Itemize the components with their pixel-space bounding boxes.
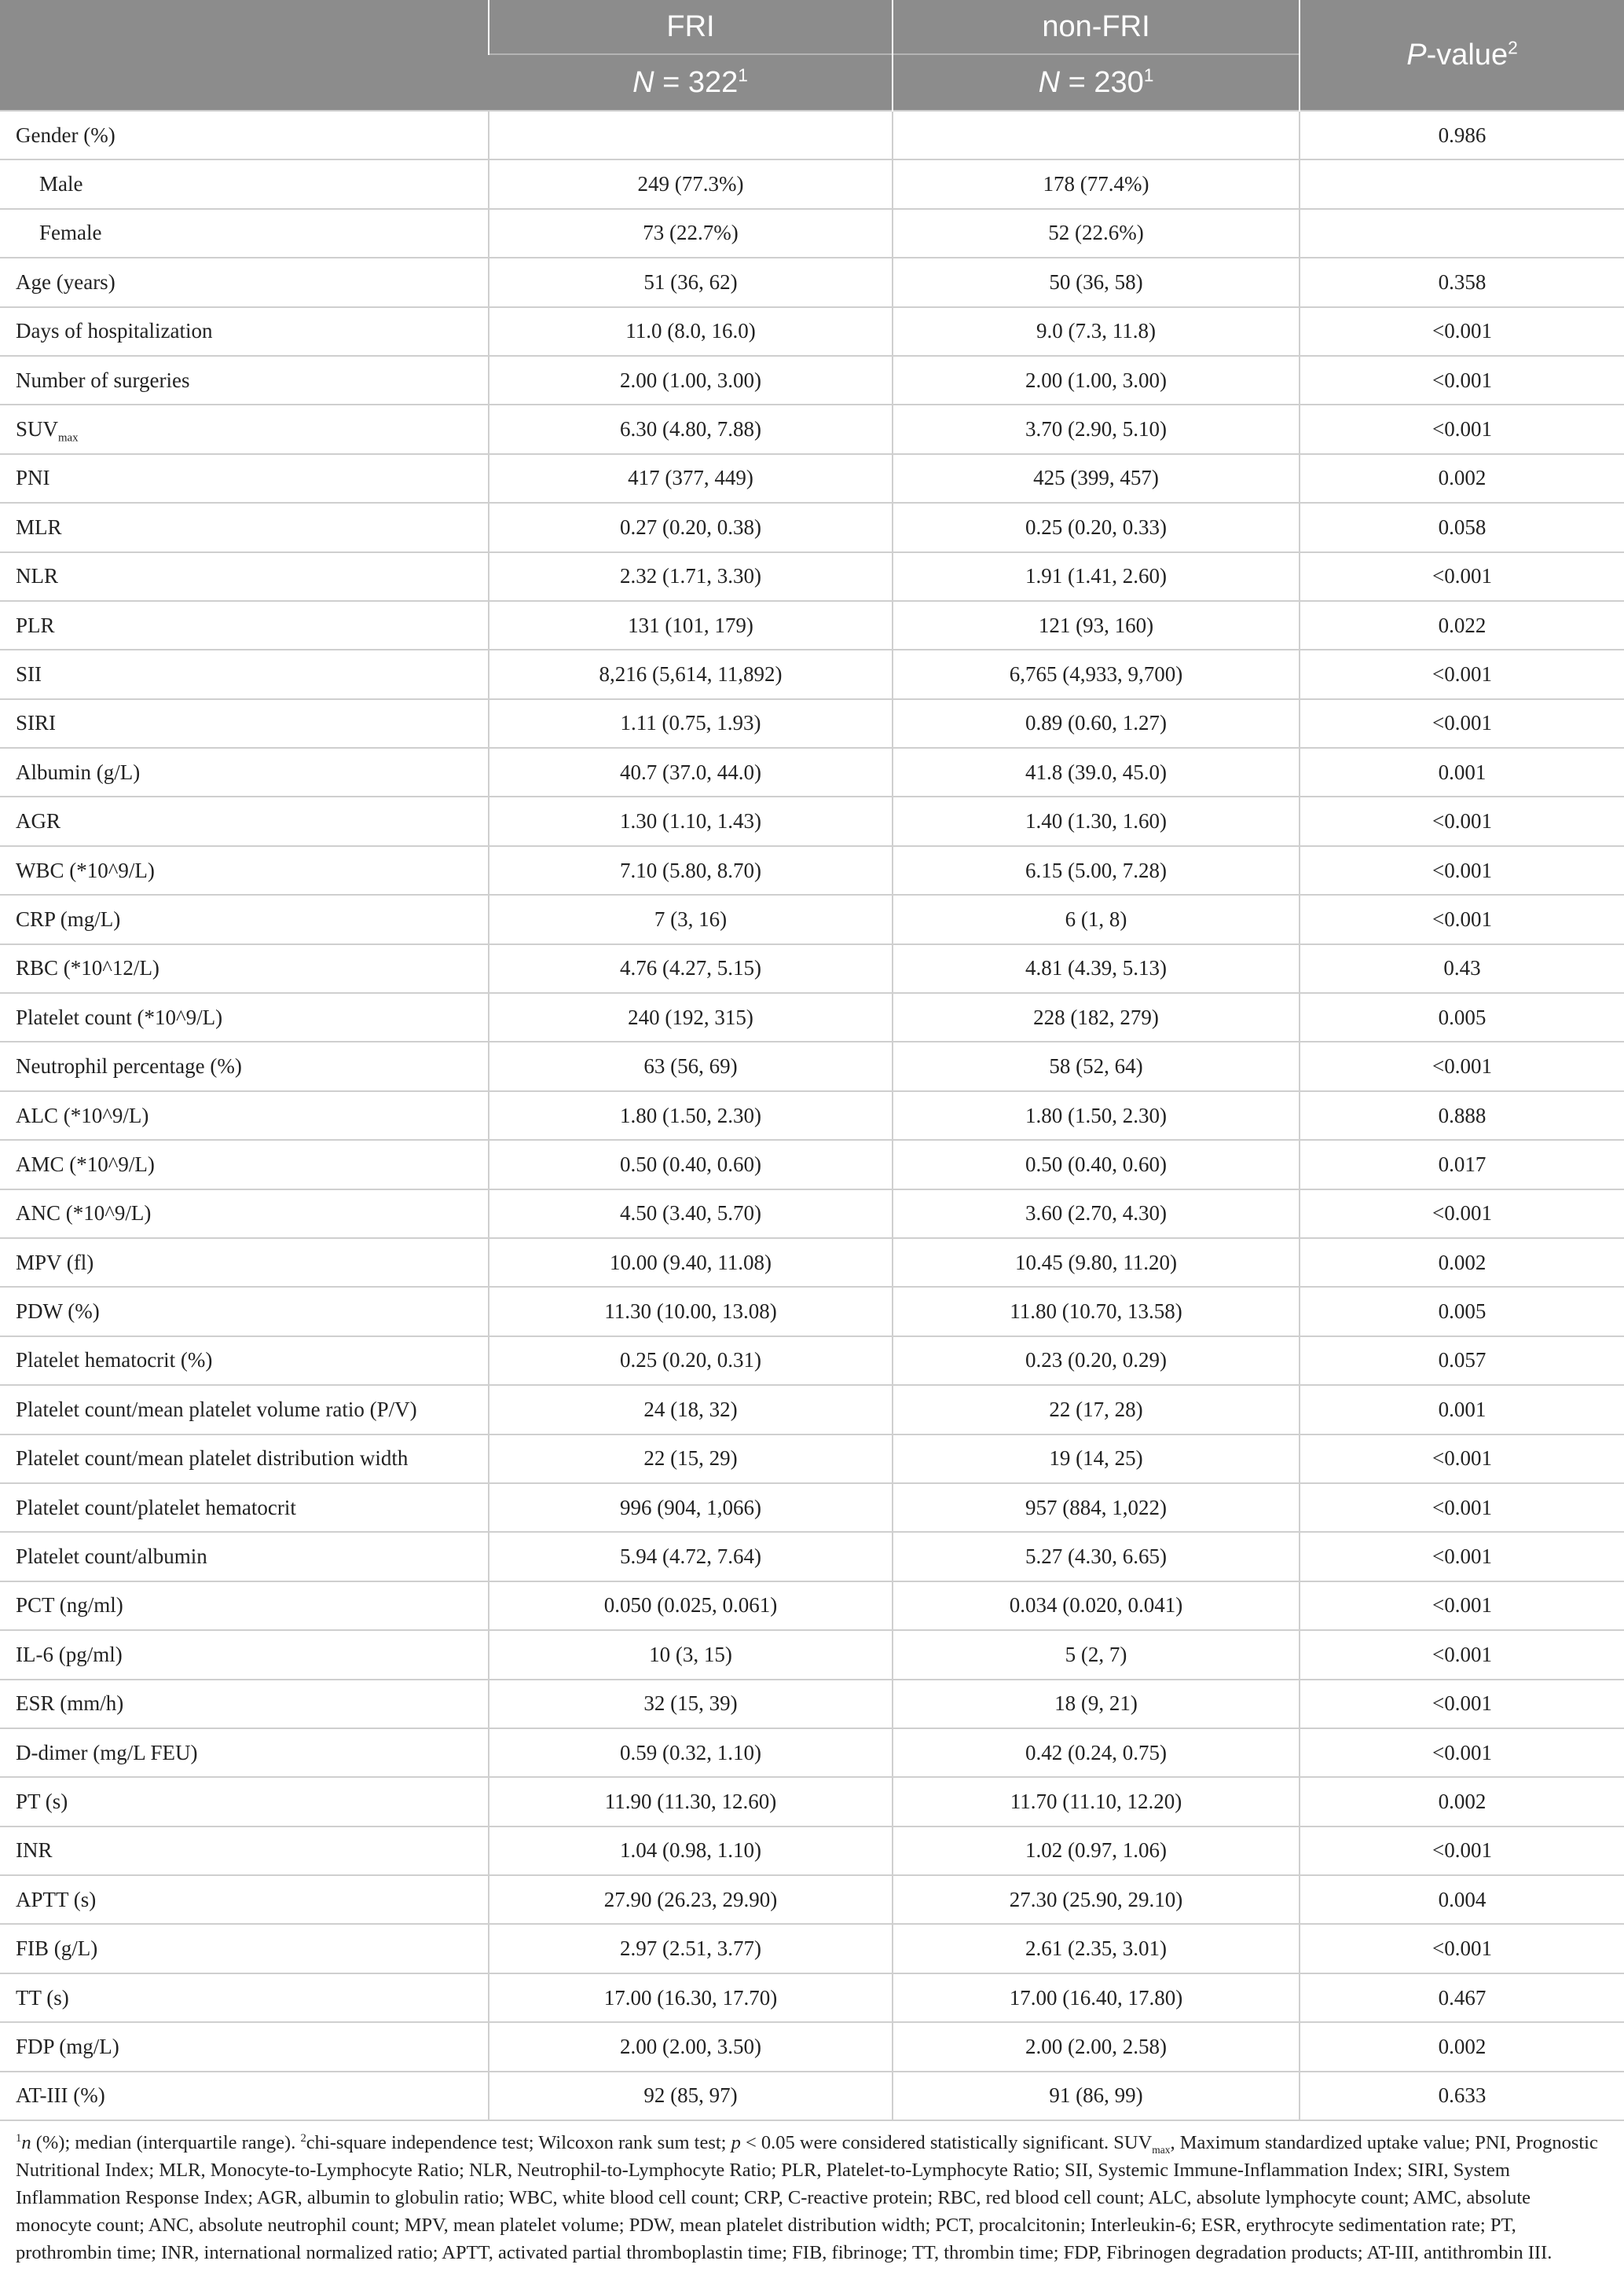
row-label-text: ALC (*10^9/L) [16,1103,149,1127]
cell-nonfri: 3.70 (2.90, 5.10) [893,405,1300,453]
cell-nonfri: 52 (22.6%) [893,209,1300,258]
cell-fri: 32 (15, 39) [489,1680,893,1728]
table-row [0,1532,1624,1581]
row-label-text: Female [39,221,102,245]
cell-nonfri: 4.81 (4.39, 5.13) [893,944,1300,993]
header-nonfri-n-value: = 230 [1060,65,1144,99]
cell-fri: 92 (85, 97) [489,2072,893,2120]
row-label [0,209,489,258]
cell-nonfri [893,111,1300,159]
header-pvalue-label: -value [1426,38,1509,71]
row-label [0,846,489,895]
table-row [0,1924,1624,1973]
header-n-italic: N [632,65,654,99]
cell-fri: 2.97 (2.51, 3.77) [489,1924,893,1973]
cell-fri: 7.10 (5.80, 8.70) [489,846,893,895]
table-footnote [0,2121,1624,2266]
cell-nonfri: 1.02 (0.97, 1.06) [893,1826,1300,1875]
cell-fri: 8,216 (5,614, 11,892) [489,650,893,698]
cell-fri: 1.04 (0.98, 1.10) [489,1826,893,1875]
footnote-suv-sub: max [1152,2143,1171,2156]
cell-nonfri: 50 (36, 58) [893,258,1300,306]
row-label [0,1189,489,1238]
table-row [0,2022,1624,2071]
cell-pvalue: 0.467 [1300,1973,1624,2022]
cell-nonfri: 2.61 (2.35, 3.01) [893,1924,1300,1973]
row-label-text: PNI [16,466,50,490]
cell-nonfri: 6 (1, 8) [893,895,1300,943]
header-blank-cell [0,0,489,111]
row-label-text: D-dimer (mg/L FEU) [16,1740,198,1764]
table-row [0,405,1624,453]
row-label [0,699,489,748]
cell-pvalue: <0.001 [1300,1483,1624,1532]
cell-pvalue: 0.001 [1300,1385,1624,1434]
cell-pvalue: <0.001 [1300,1630,1624,1679]
cell-pvalue: <0.001 [1300,1924,1624,1973]
table-row [0,1483,1624,1532]
cell-pvalue: 0.002 [1300,1777,1624,1826]
cell-pvalue: <0.001 [1300,1826,1624,1875]
cell-fri: 22 (15, 29) [489,1434,893,1483]
row-label [0,111,489,159]
row-label-text: SIRI [16,711,57,735]
cell-pvalue: 0.017 [1300,1140,1624,1189]
header-fri-n-sup: 1 [738,64,748,85]
cell-nonfri: 22 (17, 28) [893,1385,1300,1434]
table-row [0,503,1624,551]
row-label [0,454,489,503]
table-row [0,1728,1624,1777]
row-label-text: Platelet count (*10^9/L) [16,1005,223,1029]
row-label-text: AGR [16,809,61,834]
cell-nonfri: 0.50 (0.40, 0.60) [893,1140,1300,1189]
row-label-text: NLR [16,564,58,588]
cell-nonfri: 6,765 (4,933, 9,700) [893,650,1300,698]
cell-pvalue: 0.022 [1300,601,1624,650]
cell-fri: 0.50 (0.40, 0.60) [489,1140,893,1189]
cell-fri: 27.90 (26.23, 29.90) [489,1875,893,1924]
row-label-text: ESR (mm/h) [16,1691,124,1716]
row-label-text: Platelet count/mean platelet volume ratio (P/V) [16,1397,417,1421]
row-label-text: Platelet hematocrit (%) [16,1348,213,1372]
cell-pvalue: <0.001 [1300,1532,1624,1581]
table-row [0,944,1624,993]
table-row [0,993,1624,1042]
cell-nonfri: 178 (77.4%) [893,159,1300,208]
row-label [0,307,489,356]
table-row [0,1777,1624,1826]
cell-fri: 11.90 (11.30, 12.60) [489,1777,893,1826]
cell-pvalue: <0.001 [1300,1189,1624,1238]
cell-fri: 249 (77.3%) [489,159,893,208]
cell-pvalue: <0.001 [1300,1680,1624,1728]
cell-fri: 131 (101, 179) [489,601,893,650]
cell-nonfri: 1.40 (1.30, 1.60) [893,797,1300,845]
table-row [0,895,1624,943]
table-row [0,1434,1624,1483]
row-label-text: Age (years) [16,269,115,294]
cell-nonfri: 9.0 (7.3, 11.8) [893,307,1300,356]
cell-pvalue: <0.001 [1300,650,1624,698]
cell-fri: 63 (56, 69) [489,1042,893,1090]
row-label-text: MLR [16,515,62,539]
cell-pvalue: 0.002 [1300,1238,1624,1287]
cell-nonfri: 5.27 (4.30, 6.65) [893,1532,1300,1581]
cell-fri: 0.59 (0.32, 1.10) [489,1728,893,1777]
cell-fri: 0.25 (0.20, 0.31) [489,1336,893,1385]
cell-nonfri: 41.8 (39.0, 45.0) [893,748,1300,797]
cell-pvalue: 0.002 [1300,2022,1624,2071]
row-label [0,1238,489,1287]
cell-nonfri: 11.80 (10.70, 13.58) [893,1287,1300,1336]
row-label-text: Gender (%) [16,123,115,147]
row-label [0,1630,489,1679]
row-label-text: Albumin (g/L) [16,760,141,784]
table-row [0,552,1624,601]
row-label-text: Platelet count/mean platelet distribution width [16,1446,409,1471]
row-label-text: PCT (ng/ml) [16,1593,123,1618]
header-nonfri [893,0,1300,54]
table-row [0,650,1624,698]
cell-fri: 51 (36, 62) [489,258,893,306]
cell-pvalue [1300,209,1624,258]
row-label [0,1875,489,1924]
cell-fri: 73 (22.7%) [489,209,893,258]
cell-fri: 4.76 (4.27, 5.15) [489,944,893,993]
row-label-text: ANC (*10^9/L) [16,1201,152,1226]
cell-fri: 17.00 (16.30, 17.70) [489,1973,893,2022]
cell-nonfri: 5 (2, 7) [893,1630,1300,1679]
row-label-text: FIB (g/L) [16,1936,98,1961]
table-row [0,1875,1624,1924]
row-label [0,1973,489,2022]
row-label [0,552,489,601]
cell-fri: 6.30 (4.80, 7.88) [489,405,893,453]
row-label-text: FDP (mg/L) [16,2034,119,2058]
row-label-text: Platelet count/albumin [16,1544,207,1569]
cell-pvalue: <0.001 [1300,552,1624,601]
header-fri-n [489,54,893,111]
cell-nonfri: 2.00 (1.00, 3.00) [893,356,1300,405]
row-label [0,405,489,453]
row-label [0,1777,489,1826]
table-row [0,1189,1624,1238]
table-row [0,159,1624,208]
table-row [0,1385,1624,1434]
footnote-part3: < 0.05 were considered statistically significant. SUV [740,2132,1153,2154]
row-label [0,601,489,650]
cell-fri: 11.30 (10.00, 13.08) [489,1287,893,1336]
row-label-text: Platelet count/platelet hematocrit [16,1495,296,1519]
row-label [0,1434,489,1483]
cell-pvalue: <0.001 [1300,1434,1624,1483]
header-fri-label: FRI [666,9,715,43]
cell-nonfri: 19 (14, 25) [893,1434,1300,1483]
cell-fri: 1.80 (1.50, 2.30) [489,1091,893,1140]
cell-nonfri: 3.60 (2.70, 4.30) [893,1189,1300,1238]
table-row [0,1042,1624,1090]
row-label [0,895,489,943]
table-row [0,111,1624,159]
footnote-n-italic: n [21,2132,31,2154]
header-nonfri-n [893,54,1300,111]
cell-fri: 2.32 (1.71, 3.30) [489,552,893,601]
row-label [0,258,489,306]
row-label-text: SUV [16,417,59,442]
cell-nonfri: 18 (9, 21) [893,1680,1300,1728]
cell-fri: 10 (3, 15) [489,1630,893,1679]
cell-nonfri: 1.80 (1.50, 2.30) [893,1091,1300,1140]
table-row [0,797,1624,845]
footnote-part1: (%); median (interquartile range). [31,2132,301,2154]
cell-pvalue: 0.43 [1300,944,1624,993]
cell-nonfri: 17.00 (16.40, 17.80) [893,1973,1300,2022]
row-label-text: PT (s) [16,1789,68,1813]
cell-fri: 1.11 (0.75, 1.93) [489,699,893,748]
cell-pvalue: 0.057 [1300,1336,1624,1385]
cell-fri: 11.0 (8.0, 16.0) [489,307,893,356]
cell-pvalue: 0.002 [1300,454,1624,503]
header-pvalue [1300,0,1624,111]
row-label-text: WBC (*10^9/L) [16,858,155,882]
cell-pvalue: 0.358 [1300,258,1624,306]
row-label-text: IL-6 (pg/ml) [16,1642,123,1666]
cell-fri: 2.00 (2.00, 3.50) [489,2022,893,2071]
row-label-text: PDW (%) [16,1299,100,1324]
cell-fri: 24 (18, 32) [489,1385,893,1434]
cell-pvalue: 0.004 [1300,1875,1624,1924]
cell-nonfri: 0.42 (0.24, 0.75) [893,1728,1300,1777]
row-label-text: Days of hospitalization [16,319,213,343]
row-label-subscript: max [58,431,79,445]
cell-nonfri: 10.45 (9.80, 11.20) [893,1238,1300,1287]
row-label [0,356,489,405]
row-label-text: TT (s) [16,1985,69,2010]
table-row [0,1826,1624,1875]
row-label [0,1826,489,1875]
cell-pvalue: <0.001 [1300,307,1624,356]
cell-nonfri: 957 (884, 1,022) [893,1483,1300,1532]
cell-nonfri: 0.23 (0.20, 0.29) [893,1336,1300,1385]
table-row [0,209,1624,258]
row-label-text: Number of surgeries [16,368,190,392]
row-label [0,1385,489,1434]
table-row [0,356,1624,405]
table-row [0,1630,1624,1679]
cell-nonfri: 121 (93, 160) [893,601,1300,650]
table-row [0,1091,1624,1140]
table-row [0,748,1624,797]
cell-pvalue: <0.001 [1300,356,1624,405]
row-label [0,159,489,208]
cell-pvalue: 0.058 [1300,503,1624,551]
row-label-text: APTT (s) [16,1887,97,1911]
row-label [0,1483,489,1532]
cell-pvalue: <0.001 [1300,1042,1624,1090]
footnote-sup1: 1 [16,2131,22,2145]
footnote-part2: chi-square independence test; Wilcoxon rank sum test; [306,2132,731,2154]
row-label-text: INR [16,1838,53,1863]
row-label [0,1336,489,1385]
row-label [0,2072,489,2120]
cell-pvalue: 0.005 [1300,1287,1624,1336]
row-label [0,944,489,993]
cell-fri: 7 (3, 16) [489,895,893,943]
table-row [0,1140,1624,1189]
footnote-p-italic: p [731,2132,741,2154]
row-label-text: PLR [16,613,55,637]
cell-nonfri: 2.00 (2.00, 2.58) [893,2022,1300,2071]
table-body [0,111,1624,2120]
table-row [0,1238,1624,1287]
footnote-sup2: 2 [300,2131,306,2145]
table-row [0,307,1624,356]
row-label [0,1287,489,1336]
cell-fri: 0.27 (0.20, 0.38) [489,503,893,551]
header-nonfri-label: non-FRI [1042,9,1150,43]
cell-nonfri: 0.89 (0.60, 1.27) [893,699,1300,748]
cell-fri: 4.50 (3.40, 5.70) [489,1189,893,1238]
row-label [0,1042,489,1090]
cell-pvalue: <0.001 [1300,895,1624,943]
cell-pvalue [1300,159,1624,208]
row-label [0,748,489,797]
cell-fri: 2.00 (1.00, 3.00) [489,356,893,405]
row-label-text: AT-III (%) [16,2083,105,2108]
cell-nonfri: 6.15 (5.00, 7.28) [893,846,1300,895]
cell-fri: 996 (904, 1,066) [489,1483,893,1532]
cell-fri: 1.30 (1.10, 1.43) [489,797,893,845]
cell-fri: 0.050 (0.025, 0.061) [489,1581,893,1630]
row-label-text: MPV (fl) [16,1250,94,1274]
row-label-text: SII [16,661,42,686]
table-header [0,0,1624,111]
table-row [0,258,1624,306]
row-label [0,1924,489,1973]
cell-pvalue: 0.888 [1300,1091,1624,1140]
cell-nonfri: 228 (182, 279) [893,993,1300,1042]
table-row [0,1287,1624,1336]
cell-pvalue: <0.001 [1300,1581,1624,1630]
table-row [0,1680,1624,1728]
row-label [0,1532,489,1581]
cell-pvalue: <0.001 [1300,1728,1624,1777]
cell-nonfri: 0.034 (0.020, 0.041) [893,1581,1300,1630]
cell-pvalue: 0.986 [1300,111,1624,159]
row-label [0,650,489,698]
cell-pvalue: <0.001 [1300,797,1624,845]
table-row [0,2072,1624,2120]
row-label-text: Male [39,172,83,196]
row-label [0,1140,489,1189]
cell-nonfri: 0.25 (0.20, 0.33) [893,503,1300,551]
cell-fri: 5.94 (4.72, 7.64) [489,1532,893,1581]
row-label [0,1728,489,1777]
table-row [0,601,1624,650]
cell-pvalue: 0.005 [1300,993,1624,1042]
table-row [0,1581,1624,1630]
cell-pvalue: <0.001 [1300,699,1624,748]
row-label [0,1680,489,1728]
cell-pvalue: <0.001 [1300,405,1624,453]
header-n-italic: N [1038,65,1061,99]
row-label-text: CRP (mg/L) [16,907,121,931]
header-fri [489,0,893,54]
table-row [0,1336,1624,1385]
cell-fri: 240 (192, 315) [489,993,893,1042]
row-label [0,797,489,845]
header-fri-n-value: = 322 [654,65,739,99]
row-label-text: RBC (*10^12/L) [16,956,159,980]
cell-fri: 417 (377, 449) [489,454,893,503]
table-row [0,1973,1624,2022]
cell-nonfri: 27.30 (25.90, 29.10) [893,1875,1300,1924]
row-label [0,2022,489,2071]
cell-pvalue: 0.001 [1300,748,1624,797]
header-pvalue-italic: P [1406,38,1427,71]
cell-nonfri: 91 (86, 99) [893,2072,1300,2120]
table-row [0,454,1624,503]
cell-pvalue: 0.633 [1300,2072,1624,2120]
cell-fri: 10.00 (9.40, 11.08) [489,1238,893,1287]
row-label [0,993,489,1042]
table-row [0,699,1624,748]
row-label [0,1581,489,1630]
row-label [0,503,489,551]
row-label-text: Neutrophil percentage (%) [16,1054,242,1079]
cell-fri: 40.7 (37.0, 44.0) [489,748,893,797]
cell-nonfri: 58 (52, 64) [893,1042,1300,1090]
cell-fri [489,111,893,159]
row-label [0,1091,489,1140]
table-row [0,846,1624,895]
footnote-part4: , Maximum standardized uptake value; PNI, Prognostic Nutritional Index; MLR, Monocyte-to-Lymphocyte Ratio; NLR, Neutrophil-to-Lymphocyte Ratio; PLR, Platelet-to-Lymphocyte Ratio; SII, Systemic Immune-Inflammation Index; SIRI, System Inflammation Response Index; AGR, albumin to globulin ratio; WBC, white blood cell count; CRP, C-reactive protein; RBC, red blood cell count; ALC, absolute lymphocyte count; AMC, absolute monocyte count; ANC, absolute neutrophil count; MPV, mean platelet volume; PDW, mean platelet distribution width; PCT, procalcitonin; Interleukin-6; ESR, erythrocyte sedimentation rate; PT, prothrombin time; INR, international normalized ratio; APTT, activated partial thromboplastin time; FIB, fibrinoge; TT, thrombin time; FDP, Fibrinogen degradation products; AT-III, antithrombin III. [16,2132,1598,2264]
row-label-text: AMC (*10^9/L) [16,1152,155,1176]
cell-nonfri: 425 (399, 457) [893,454,1300,503]
cell-nonfri: 1.91 (1.41, 2.60) [893,552,1300,601]
cell-nonfri: 11.70 (11.10, 12.20) [893,1777,1300,1826]
header-nonfri-n-sup: 1 [1143,64,1154,85]
cell-pvalue: <0.001 [1300,846,1624,895]
header-pvalue-sup: 2 [1508,36,1518,57]
